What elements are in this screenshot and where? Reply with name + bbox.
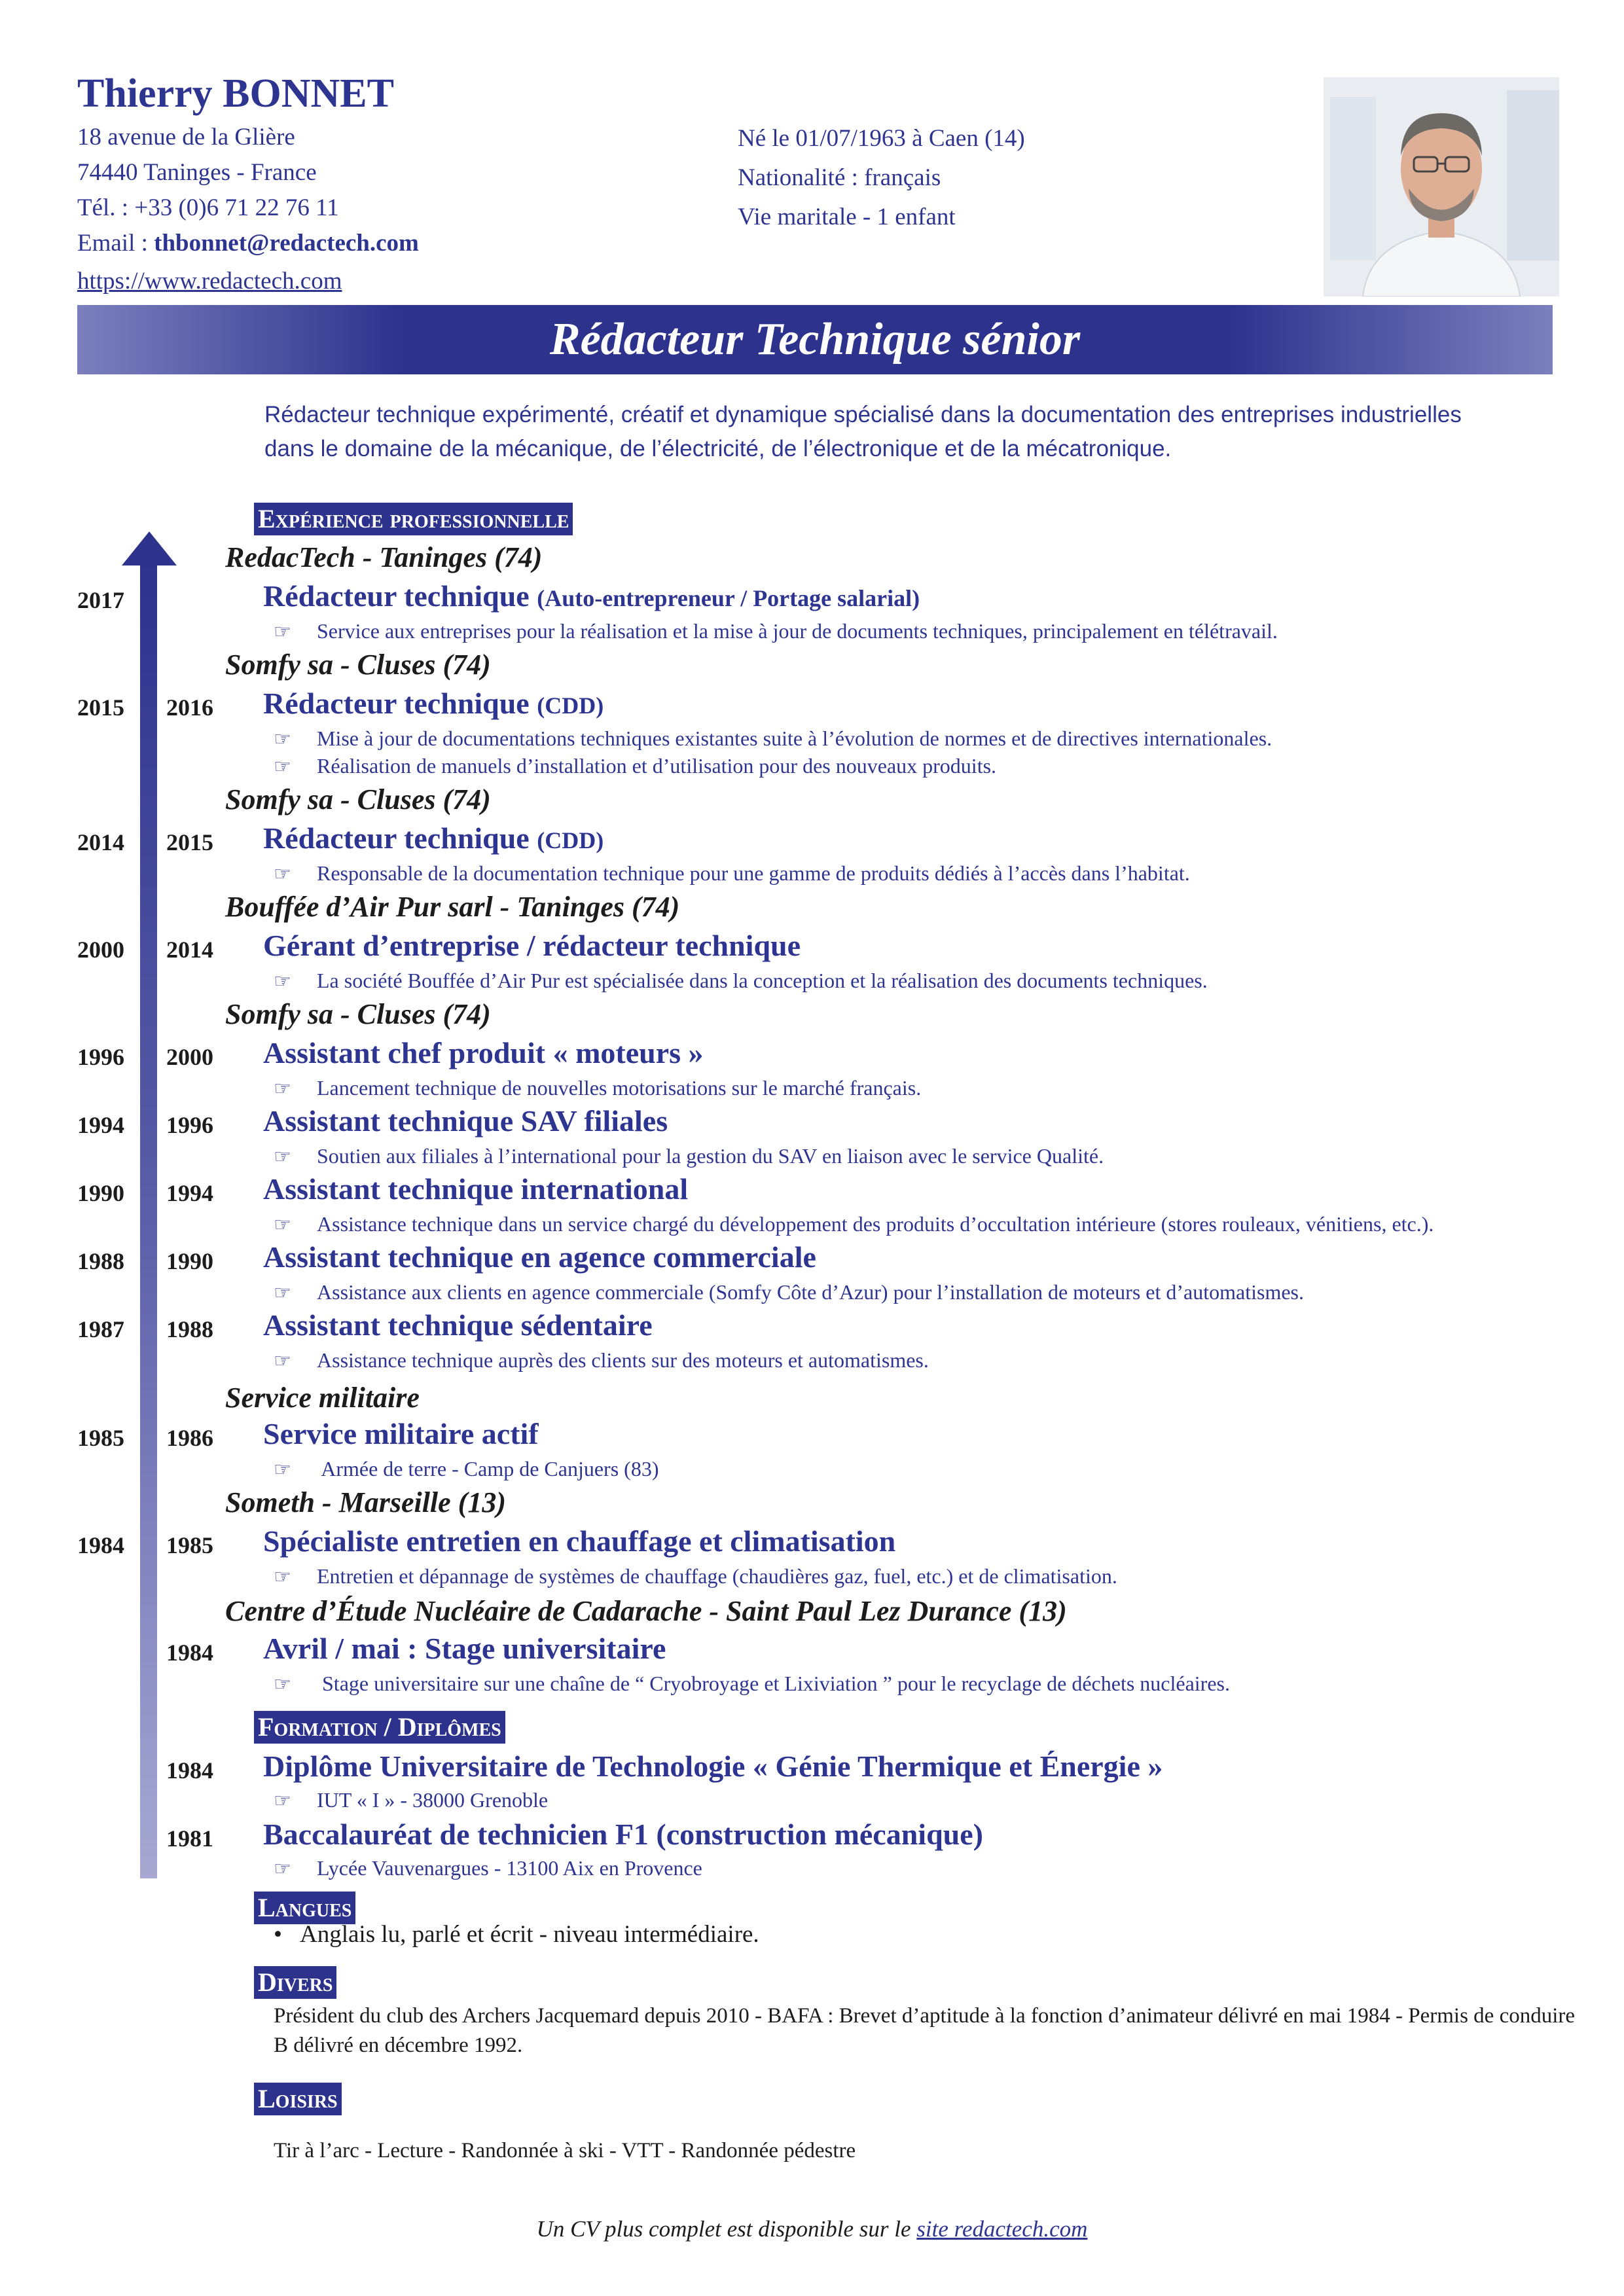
footer-note	[0, 2216, 1624, 2242]
job-3-role-text: Rédacteur technique	[263, 821, 530, 855]
company-redactech: RedacTech - Taninges (74)	[225, 541, 543, 573]
job-10-role: Service militaire actif	[263, 1417, 539, 1450]
profile-summary: Rédacteur technique expérimenté, créatif et dynamique spécialisé dans la documentation des entreprises industrielles dans le domaine de la mécanique, de l’électricité, de l’électronique et de la mécatronique.	[264, 402, 1462, 461]
section-loisirs: Loisirs	[254, 2083, 342, 2115]
job-4-bullet-1-text: La société Bouffée d’Air Pur est spécialisée dans la conception et la réalisation des documents techniques.	[317, 969, 1208, 992]
candidate-name: Thierry BONNET	[77, 71, 394, 116]
title-banner	[77, 305, 1553, 374]
phone-label: Tél. :	[77, 194, 129, 221]
job-12-bullet-1-text: Stage universitaire sur une chaîne de “ Cryobroyage et Lixiviation ” pour le recyclage de déchets nucléaires.	[317, 1672, 1230, 1695]
job-3-bullet-1-text: Responsable de la documentation technique pour une gamme de produits dédiés à l’accès dans l’habitat.	[317, 861, 1190, 885]
pointing-hand-icon: ☞	[274, 1282, 291, 1304]
section-formation: Formation / Diplômes	[254, 1711, 505, 1744]
language-text: Anglais lu, parlé et écrit - niveau intermédiaire.	[300, 1921, 759, 1948]
job-2-bullet-1-text: Mise à jour de documentations techniques existantes suite à l’évolution de normes et de directives internationales.	[317, 726, 1272, 750]
job-6-end: 1996	[166, 1112, 213, 1138]
job-2-bullet-2-text: Réalisation de manuels d’installation et d’utilisation pour des nouveaux produits.	[317, 754, 997, 778]
company-somfy-1: Somfy sa - Cluses (74)	[225, 649, 491, 681]
job-10-end: 1986	[166, 1425, 213, 1451]
section-divers: Divers	[254, 1966, 336, 1999]
job-1-role	[263, 579, 920, 613]
job-12-end: 1984	[166, 1640, 213, 1666]
birth-info: Né le 01/07/1963 à Caen (14)	[738, 125, 1025, 152]
job-11-role: Spécialiste entretien en chauffage et climatisation	[263, 1524, 896, 1558]
job-3-contract: (CDD)	[537, 827, 604, 853]
timeline-arrow-head	[122, 531, 177, 565]
pointing-hand-icon: ☞	[274, 1145, 291, 1168]
company-somfy-2: Somfy sa - Cluses (74)	[225, 783, 491, 816]
job-9-role: Assistant technique sédentaire	[263, 1308, 653, 1342]
job-9-bullet-1-text: Assistance technique auprès des clients sur des moteurs et automatismes.	[317, 1348, 929, 1372]
pointing-hand-icon: ☞	[274, 1789, 291, 1812]
section-langues: Langues	[254, 1892, 355, 1924]
loisirs-text: Tir à l’arc - Lecture - Randonnée à ski - VTT - Randonnée pédestre	[274, 2139, 856, 2162]
job-11-end: 1985	[166, 1532, 213, 1558]
company-somfy-3: Somfy sa - Cluses (74)	[225, 998, 491, 1030]
job-7-bullet-1-text: Assistance technique dans un service chargé du développement des produits d’occultation intérieure (stores rouleaux, vénitiens, etc.).	[317, 1212, 1434, 1236]
job-2-bullet-2	[274, 754, 996, 778]
pointing-hand-icon: ☞	[274, 863, 291, 886]
job-5-bullet-1	[274, 1076, 921, 1100]
company-service-militaire: Service militaire	[225, 1382, 420, 1414]
formation-2-title: Baccalauréat de technicien F1 (construction mécanique)	[263, 1818, 983, 1851]
job-12-bullet-1	[274, 1672, 1230, 1696]
job-1-role-text: Rédacteur technique	[263, 579, 530, 613]
footer-link[interactable]: site redactech.com	[916, 2216, 1088, 2242]
phone-line	[77, 194, 339, 222]
bullet-dot-icon: •	[274, 1921, 282, 1948]
company-cadarache: Centre d’Étude Nucléaire de Cadarache - Saint Paul Lez Durance (13)	[225, 1595, 1067, 1627]
job-8-role: Assistant technique en agence commerciale	[263, 1240, 816, 1274]
job-8-start: 1988	[77, 1248, 124, 1274]
pointing-hand-icon: ☞	[274, 620, 291, 643]
divers-text: Président du club des Archers Jacquemard depuis 2010 - BAFA : Brevet d’aptitude à la fonction d’animateur délivré en mai 1984 - Permis de conduire B délivré en décembre 1992.	[274, 2004, 1576, 2057]
section-experience: Expérience professionnelle	[254, 503, 573, 535]
job-5-end: 2000	[166, 1044, 213, 1070]
formation-2-year: 1981	[166, 1825, 213, 1852]
job-11-start: 1984	[77, 1532, 124, 1558]
email-line	[77, 229, 419, 257]
job-12-role: Avril / mai : Stage universitaire	[263, 1632, 666, 1665]
job-10-start: 1985	[77, 1425, 124, 1451]
pointing-hand-icon: ☞	[274, 728, 291, 751]
job-4-bullet-1	[274, 969, 1208, 993]
timeline-arrow-shaft	[140, 564, 157, 1878]
job-11-bullet-1	[274, 1564, 1117, 1588]
job-7-end: 1994	[166, 1180, 213, 1206]
nationality-info: Nationalité : français	[738, 164, 941, 191]
pointing-hand-icon: ☞	[274, 1458, 291, 1481]
job-4-start: 2000	[77, 937, 124, 963]
job-1-contract: (Auto-entrepreneur / Portage salarial)	[537, 585, 920, 611]
job-3-bullet-1	[274, 861, 1190, 886]
formation-2-bullet-text: Lycée Vauvenargues - 13100 Aix en Provence	[317, 1856, 702, 1880]
family-info: Vie maritale - 1 enfant	[738, 204, 956, 230]
formation-1-year: 1984	[166, 1757, 213, 1784]
profile-photo	[1324, 77, 1559, 296]
formation-2-bullet	[274, 1856, 702, 1880]
pointing-hand-icon: ☞	[274, 970, 291, 993]
job-1-bullet-1-text: Service aux entreprises pour la réalisation et la mise à jour de documents techniques, principalement en télétravail.	[317, 619, 1278, 643]
pointing-hand-icon: ☞	[274, 1857, 291, 1880]
company-bouffee-air-pur: Bouffée d’Air Pur sarl - Taninges (74)	[225, 891, 680, 923]
job-8-end: 1990	[166, 1248, 213, 1274]
pointing-hand-icon: ☞	[274, 1566, 291, 1588]
email-address[interactable]: thbonnet@redactech.com	[154, 230, 419, 257]
pointing-hand-icon: ☞	[274, 1673, 291, 1696]
job-8-bullet-1	[274, 1280, 1304, 1304]
job-3-start: 2014	[77, 829, 124, 855]
job-2-role-text: Rédacteur technique	[263, 687, 530, 720]
job-10-bullet-1	[274, 1457, 659, 1481]
job-6-role: Assistant technique SAV filiales	[263, 1104, 668, 1138]
formation-1-title: Diplôme Universitaire de Technologie « Génie Thermique et Énergie »	[263, 1749, 1163, 1783]
job-1-bullet-1	[274, 619, 1278, 643]
job-5-start: 1996	[77, 1044, 124, 1070]
job-7-bullet-1	[274, 1212, 1434, 1236]
pointing-hand-icon: ☞	[274, 1350, 291, 1372]
pointing-hand-icon: ☞	[274, 1213, 291, 1236]
job-9-end: 1988	[166, 1316, 213, 1342]
job-8-bullet-1-text: Assistance aux clients en agence commerciale (Somfy Côte d’Azur) pour l’installation de moteurs et d’automatismes.	[317, 1280, 1304, 1304]
job-6-bullet-1-text: Soutien aux filiales à l’international pour la gestion du SAV en liaison avec le service Qualité.	[317, 1144, 1104, 1168]
job-2-bullet-1	[274, 726, 1272, 751]
website-link[interactable]: https://www.redactech.com	[77, 268, 342, 295]
job-9-bullet-1	[274, 1348, 929, 1372]
pointing-hand-icon: ☞	[274, 1077, 291, 1100]
footer-text: Un CV plus complet est disponible sur le	[536, 2216, 917, 2242]
job-4-end: 2014	[166, 937, 213, 963]
job-3-end: 2015	[166, 829, 213, 855]
address-line-1: 18 avenue de la Glière	[77, 124, 295, 151]
job-5-bullet-1-text: Lancement technique de nouvelles motorisations sur le marché français.	[317, 1076, 922, 1100]
formation-1-bullet-text: IUT « I » - 38000 Grenoble	[317, 1788, 549, 1812]
job-2-start: 2015	[77, 694, 124, 721]
job-3-role	[263, 821, 604, 855]
formation-1-bullet	[274, 1788, 548, 1812]
job-title: Rédacteur Technique sénior	[549, 314, 1081, 365]
job-7-start: 1990	[77, 1180, 124, 1206]
phone-number: +33 (0)6 71 22 76 11	[134, 194, 339, 221]
pointing-hand-icon: ☞	[274, 755, 291, 778]
email-label: Email :	[77, 230, 148, 257]
job-6-start: 1994	[77, 1112, 124, 1138]
job-2-role	[263, 686, 604, 721]
job-7-role: Assistant technique international	[263, 1172, 689, 1206]
job-9-start: 1987	[77, 1316, 124, 1342]
job-4-role: Gérant d’entreprise / rédacteur technique	[263, 929, 801, 962]
job-10-bullet-1-text: Armée de terre - Camp de Canjuers (83)	[317, 1457, 659, 1480]
job-2-contract: (CDD)	[537, 692, 604, 719]
job-2-end: 2016	[166, 694, 213, 721]
job-5-role: Assistant chef produit « moteurs »	[263, 1036, 704, 1069]
company-someth: Someth - Marseille (13)	[225, 1486, 506, 1518]
job-1-start: 2017	[77, 587, 124, 613]
job-6-bullet-1	[274, 1144, 1104, 1168]
language-item	[274, 1920, 759, 1948]
address-line-2: 74440 Taninges - France	[77, 159, 317, 186]
job-11-bullet-1-text: Entretien et dépannage de systèmes de chauffage (chaudières gaz, fuel, etc.) et de climatisation.	[317, 1564, 1117, 1588]
